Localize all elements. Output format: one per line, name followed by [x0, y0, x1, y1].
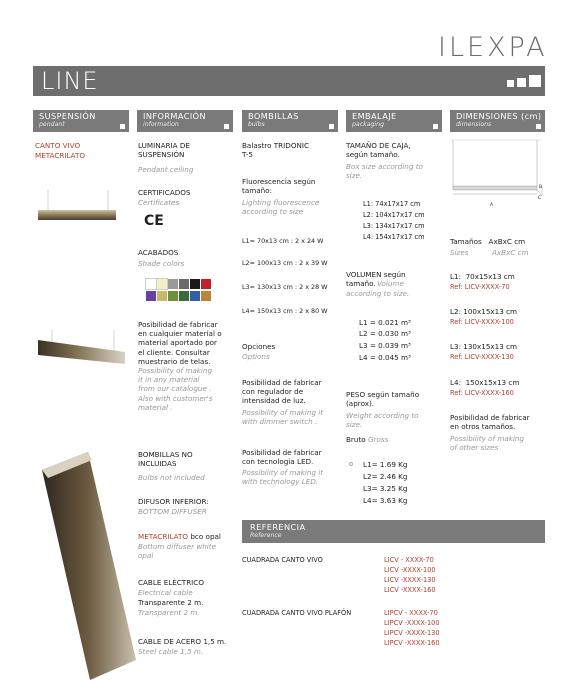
reference-title: REFERENCIA: [250, 522, 306, 532]
header-sub: pendant: [39, 121, 65, 128]
bulbs-fluor-en: Lighting fluorescence according to size: [242, 198, 320, 217]
ce-mark: CE: [144, 213, 164, 229]
suspension-line2: METACRILATO: [35, 151, 86, 160]
pack-size-1: L1: 74x17x17 cm: [363, 200, 421, 208]
pack-weight-4: L4= 3.63 Kg: [363, 496, 408, 505]
color-swatch: [146, 291, 156, 301]
info-certificados-en: Certificates: [138, 198, 180, 207]
header-square: [120, 124, 125, 129]
bulbs-balastro: Balastro TRIDONIC T-5: [242, 141, 309, 160]
header-square: [536, 124, 541, 129]
pack-weight-1: L1= 1.69 Kg: [363, 460, 408, 469]
dim-label-a: A: [490, 203, 494, 208]
color-swatch: [157, 291, 167, 301]
dim-size-3: L3: 130x15x13 cm: [450, 342, 518, 351]
header-title: DIMENSIONES (cm): [456, 111, 542, 121]
bulbs-led: Posibilidad de fabricar con tecnologia LED.: [242, 448, 322, 467]
color-swatches: [146, 279, 216, 305]
info-metacrilato: [138, 532, 221, 541]
color-swatch: [179, 279, 189, 289]
bulbs-l2: L2= 100x13 cm : 2 x 39 W: [242, 259, 328, 267]
dim-ref-3: Ref: LICV-XXXX-130: [450, 353, 514, 361]
info-acabados: ACABADOS: [138, 248, 179, 257]
header-dimensions: [450, 110, 545, 132]
bar-square-medium: [517, 78, 526, 87]
header-packaging: [346, 110, 442, 132]
bulbs-regulador: Posibilidad de fabricar con regulador de intensidad de luz.: [242, 378, 322, 406]
pack-peso-en: Weight according to size.: [346, 411, 419, 430]
dim-otros-en: Possibility of making of other sizes: [450, 434, 525, 453]
title-bar: [33, 66, 545, 96]
header-title: SUSPENSIÓN: [39, 111, 96, 121]
pack-size-3: L3: 134x17x17 cm: [363, 222, 425, 230]
metacrilato-rest: bco opal: [188, 532, 221, 541]
pack-volume-4: L4 = 0.045 m³: [359, 353, 411, 362]
reference-row1-label: CUADRADA CANTO VIVO: [242, 556, 323, 564]
reference-row2-ref-4: LIPCV -XXXX-160: [384, 639, 440, 647]
color-swatch: [168, 291, 178, 301]
reference-row1-ref-2: LICV -XXXX-100: [384, 566, 436, 574]
pack-size-4: L4: 154x17x17 cm: [363, 233, 425, 241]
dim-tamanos: Tamaños AxBxC cm: [450, 237, 526, 246]
info-luminaria-en: Pendant ceiling: [138, 165, 194, 174]
info-acero-en: Steel cable 1,5 m.: [138, 647, 204, 656]
lamp-bar-small: [38, 210, 116, 220]
bulbs-l4: L4= 150x13 cm : 2 x 80 W: [242, 307, 328, 315]
dimension-diagram: [450, 136, 546, 216]
reference-row1-ref-1: LICV - XXXX-70: [384, 556, 434, 564]
header-bulbs: [242, 110, 338, 132]
color-swatch: [168, 279, 178, 289]
info-difusor: DIFUSOR INFERIOR:: [138, 497, 209, 506]
dim-size-2: L2: 100x15x13 cm: [450, 307, 518, 316]
header-title: INFORMACIÓN: [143, 111, 207, 121]
dim-axbxc-en: AxBxC cm: [492, 248, 529, 257]
pack-weight-2: L2= 2.46 Kg: [363, 472, 408, 481]
bar-square-large: [529, 75, 541, 87]
pack-peso: PESO según tamaño (aprox).: [346, 390, 420, 409]
reference-row2-ref-3: LIPCV -XXXX-130: [384, 629, 440, 637]
color-swatch: [201, 279, 211, 289]
header-square: [433, 124, 438, 129]
pack-volumen-en2: according to size.: [346, 289, 410, 298]
dim-label-c: C: [538, 196, 542, 201]
dim-otros: Posibilidad de fabricar en otros tamaños.: [450, 413, 530, 432]
color-swatch: [190, 291, 200, 301]
info-metacrilato-en: Bottom diffuser white opal: [138, 542, 217, 561]
lamp-bar-large: [42, 452, 136, 680]
header-sub: packaging: [352, 121, 384, 128]
pack-volume-2: L2 = 0.030 m³: [359, 329, 411, 338]
header-sub: bulbs: [248, 121, 265, 128]
info-acero: CABLE DE ACERO 1,5 m.: [138, 637, 227, 646]
product-title: LINE: [41, 67, 99, 95]
info-cable-en: Electrical cable: [138, 588, 193, 597]
lamp-bar-diagonal: [38, 340, 125, 364]
header-suspension: [33, 110, 129, 132]
dim-ref-1: Ref: LICV-XXXX-70: [450, 283, 510, 291]
reference-row1-ref-3: LICV -XXXX-130: [384, 576, 436, 584]
info-bombillas-no-en: Bulbs not included: [138, 473, 205, 482]
bulbs-l3: L3= 130x13 cm : 2 x 28 W: [242, 283, 328, 291]
dim-size-4: L4: 150x15x13 cm: [450, 378, 520, 387]
color-swatch: [157, 279, 167, 289]
header-sub: information: [143, 121, 179, 128]
info-certificados: CERTIFICADOS: [138, 188, 191, 197]
header-square: [329, 124, 334, 129]
suspension-line1: CANTO VIVO: [35, 141, 81, 150]
pack-volumen: VOLUMEN según tamaño.: [346, 270, 406, 289]
metacrilato-red: METACRILATO: [138, 532, 189, 541]
bulbs-l1: L1= 70x13 cm : 2 x 24 W: [242, 237, 324, 245]
dim-sizes-en: Sizes: [450, 248, 469, 257]
pack-volumen-en: Volume: [377, 279, 404, 288]
color-swatch: [179, 291, 189, 301]
reference-row2-ref-2: LIPCV -XXXX-100: [384, 619, 440, 627]
header-information: [137, 110, 233, 132]
info-fabricar: Posibilidad de fabricar en cualquier material o material aportado por el cliente. Consultar muestrario de telas.: [138, 320, 222, 366]
pack-volume-3: L3 = 0.039 m³: [359, 341, 411, 350]
info-cable: CABLE ELÉCTRICO: [138, 578, 204, 587]
dim-size-1: L1: 70x15x13 cm: [450, 272, 515, 281]
bulbs-opciones: Opciones: [242, 342, 276, 351]
pack-bruto: [346, 435, 388, 444]
color-swatch: [146, 279, 156, 289]
bullet-icon: [349, 462, 353, 466]
reference-row2-ref-1: LIPCV - XXXX-70: [384, 609, 438, 617]
dim-ref-4: Ref: LICV-XXXX-160: [450, 389, 514, 397]
bruto-en: Gross: [367, 435, 389, 444]
pack-caja: TAMAÑO DE CAJA, según tamaño.: [346, 141, 411, 160]
reference-row2-label: CUADRADA CANTO VIVO PLAFÓN: [242, 609, 352, 617]
pack-caja-en: Box size according to size.: [346, 162, 423, 181]
pack-size-2: L2: 104x17x17 cm: [363, 211, 425, 219]
info-transparente: Transparente 2 m.: [138, 598, 204, 607]
info-fabricar-en: Possibility of making it in any material from our catalogue . Also with customer's material .: [138, 366, 213, 412]
reference-sub: Reference: [250, 532, 282, 539]
dim-label-b: B: [539, 185, 543, 190]
header-title: BOMBILLAS: [248, 111, 299, 121]
bulbs-led-en: Possibility of making it with technology LED.: [242, 468, 324, 487]
lamp-illustrations: [30, 190, 140, 680]
pack-volume-1: L1 = 0.021 m³: [359, 318, 411, 327]
info-bombillas-no: BOMBILLAS NO INCLUIDAS: [138, 450, 193, 469]
bar-square-small: [507, 80, 514, 87]
info-luminaria: LUMINARIA DE SUSPENSIÓN: [138, 141, 190, 160]
reference-row1-ref-4: LICV -XXXX-160: [384, 586, 436, 594]
header-square: [224, 124, 229, 129]
bulbs-opciones-en: Options: [242, 352, 270, 361]
header-sub: dimensions: [456, 121, 492, 128]
reference-header: [242, 520, 545, 543]
brand-logo: ILEXPA: [438, 32, 548, 63]
color-swatch: [201, 291, 211, 301]
bulbs-regulador-en: Possibility of making it with dimmer switch .: [242, 408, 324, 427]
pack-weight-3: L3= 3.25 Kg: [363, 484, 408, 493]
info-acabados-en: Shade colors: [138, 259, 185, 268]
color-swatch: [190, 279, 200, 289]
info-difusor-en: BOTTOM DIFFUSER: [138, 507, 207, 516]
dim-ref-2: Ref: LICV-XXXX-100: [450, 318, 514, 326]
header-title: EMBALAJE: [352, 111, 397, 121]
info-transparente-en: Transparent 2 m.: [138, 608, 200, 617]
bruto-label: Bruto: [346, 435, 366, 444]
bulbs-fluor: Fluorescencia según tamaño:: [242, 177, 316, 196]
